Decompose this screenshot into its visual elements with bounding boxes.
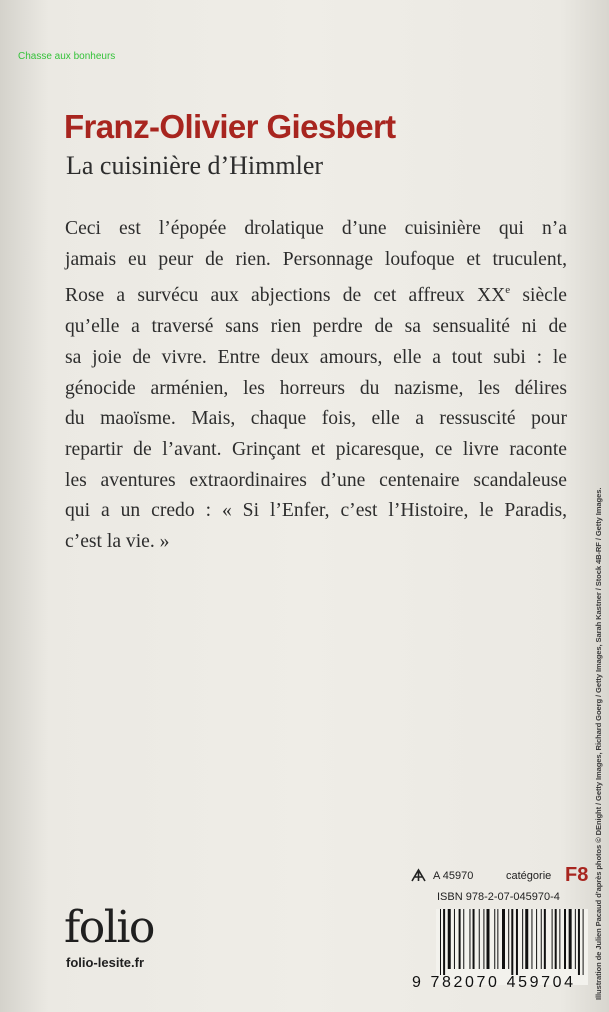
catalog-row [411, 865, 587, 889]
century-superscript: e [505, 284, 511, 297]
author-name: Franz-Olivier Giesbert [64, 108, 396, 145]
barcode-bar [555, 909, 557, 969]
seller-watermark: Chasse aux bonheurs [18, 51, 116, 62]
isbn-number: ISBN 978-2-07-045970-4 [437, 891, 560, 903]
blurb-line: c’est la vie. » [65, 531, 170, 553]
category-value: F8 [565, 864, 589, 886]
barcode-bar [487, 909, 490, 969]
barcode-bar [559, 909, 560, 969]
illustration-credit: Illustration de Julien Pacaud d’après photos © DEnight / Getty Images, Richard Goerg / Getty Images, Sarah Kastner / Stock 4B-RF / Getty Images. [594, 487, 603, 1000]
blurb-line: génocide arménien, les horreurs du nazisme, les délires [65, 377, 567, 399]
barcode-bar [536, 909, 537, 969]
barcode-bar [479, 909, 480, 969]
barcode-bar [544, 909, 546, 969]
blurb-line [65, 275, 567, 312]
barcode-bar [508, 909, 509, 969]
blurb-line: qu’elle a traversé sans rien perdre de sa sensualité ni de [65, 316, 567, 338]
barcode-bar [541, 909, 542, 969]
catalog-code: A 45970 [433, 870, 474, 882]
blurb-line: Ceci est l’épopée drolatique d’une cuisinière qui n’a [65, 218, 567, 239]
barcode-bar [575, 909, 576, 969]
barcode-bar [469, 909, 470, 969]
folio-logo: folio [64, 902, 154, 953]
barcode-bar [473, 909, 475, 969]
barcode-bar [483, 909, 484, 969]
gallimard-logo-icon [411, 868, 426, 882]
barcode-bar [494, 909, 495, 969]
barcode-digits: 9 782070 459704 [412, 974, 576, 991]
barcode-bar [522, 909, 523, 969]
blurb-line-part: siècle [510, 285, 567, 307]
barcode-bar [531, 909, 532, 969]
barcode-bar [443, 909, 445, 975]
barcode-bar [583, 909, 584, 975]
barcode-bar [454, 909, 455, 969]
barcode-bar [564, 909, 566, 969]
barcode-bar [569, 909, 572, 969]
blurb-line: les aventures extraordinaires d’une centenaire scandaleuse [65, 469, 567, 491]
barcode-bar [440, 909, 441, 975]
category-label: catégorie [506, 870, 552, 882]
publisher-website: folio-lesite.fr [66, 955, 145, 970]
blurb-line: jamais eu peur de rien. Personnage loufoque et truculent, [65, 248, 567, 270]
blurb-line: qui a un credo : « Si l’Enfer, c’est l’Histoire, le Paradis, [65, 500, 567, 522]
barcode-bar [578, 909, 580, 975]
barcode-bar [516, 909, 518, 975]
barcode-bar [459, 909, 461, 969]
blurb-line: du maoïsme. Mais, chaque fois, elle a ressuscité pour [65, 408, 567, 430]
barcode-bar [463, 909, 464, 969]
barcode-bar [448, 909, 451, 969]
barcode-bar [497, 909, 498, 969]
blurb-line: repartir de l’avant. Grinçant et picaresque, ce livre raconte [65, 438, 567, 460]
blurb-line: sa joie de vivre. Entre deux amours, elle a tout subi : le [65, 346, 567, 368]
book-title: La cuisinière d’Himmler [66, 151, 324, 180]
barcode-bars [436, 909, 588, 975]
blurb-text [65, 214, 567, 558]
blurb-line-part: Rose a survécu aux abjections de cet affreux XX [65, 285, 506, 307]
barcode-bar [511, 909, 513, 975]
barcode-bar [552, 909, 553, 969]
barcode-bar [502, 909, 505, 969]
barcode-bar [525, 909, 528, 969]
